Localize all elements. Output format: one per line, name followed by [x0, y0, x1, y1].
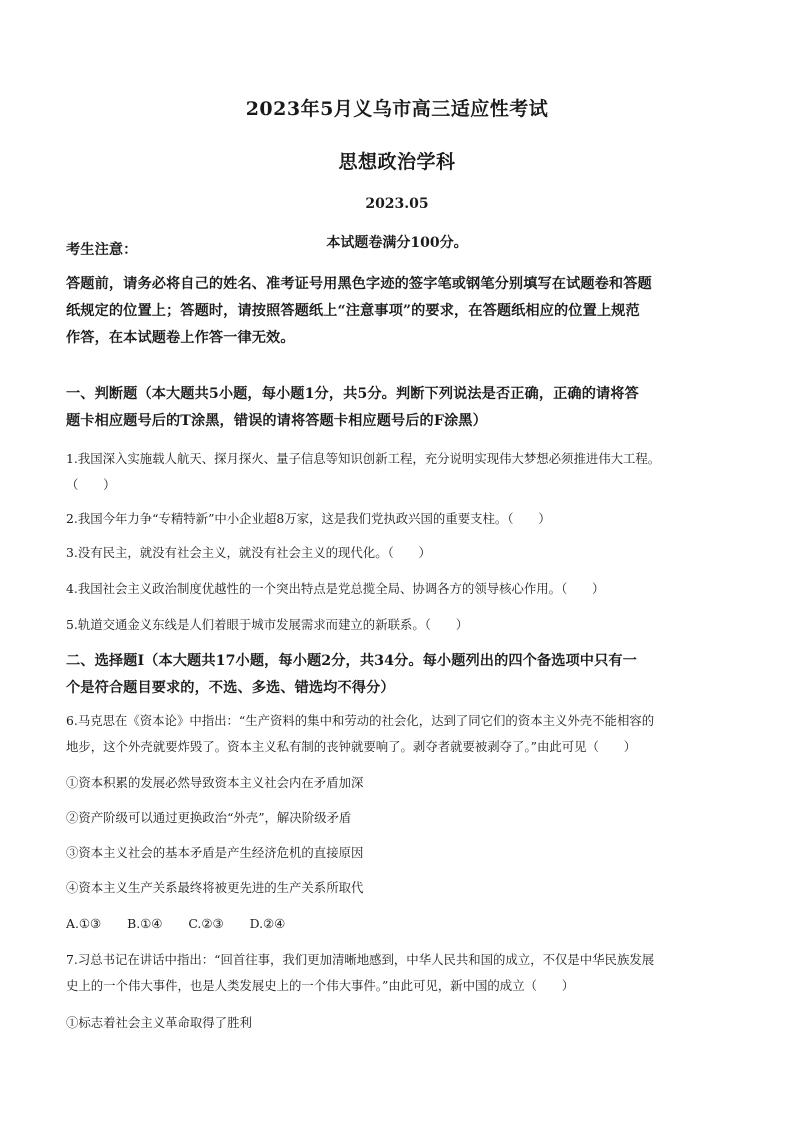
question-1	[66, 446, 736, 498]
statement-item: ②资产阶级可以通过更换政治“外壳”，解决阶级矛盾	[66, 810, 352, 825]
question-7	[66, 947, 736, 999]
question-5	[66, 612, 736, 638]
question-text: 5.轨道交通金义东线是人们着眼于城市发展需求而建立的新联系。（ ）	[66, 617, 469, 632]
question-text: 3.没有民主，就没有社会主义，就没有社会主义的现代化。（ ）	[66, 545, 431, 560]
notice-heading-text: 考生注意：	[66, 242, 138, 258]
question-6-item	[66, 840, 736, 866]
question-text: 6.马克思在《资本论》中指出：“生产资料的集中和劳动的社会化，达到了同它们的资本主义外壳不能相容的	[66, 713, 655, 728]
section-heading-line: 二、选择题Ⅰ（本大题共17小题，每小题2分，共34分。每小题列出的四个备选项中只有一	[66, 653, 637, 669]
question-text: 7.习总书记在讲话中指出：“回首往事，我们更加清晰地感到，中华人民共和国的成立，不仅是中华民族发展	[66, 952, 655, 967]
question-6	[66, 708, 736, 760]
exam-date: 2023.05	[365, 196, 429, 212]
notice-line: 答题前，请务必将自己的姓名、准考证号用黑色字迹的签字笔或钢笔分别填写在试题卷和答题	[66, 276, 652, 292]
question-7-item	[66, 1010, 736, 1036]
option-c: C.②③	[188, 916, 224, 931]
question-text: 4.我国社会主义政治制度优越性的一个突出特点是党总揽全局、协调各方的领导核心作用。（ ）	[66, 581, 605, 596]
question-6-options	[66, 911, 736, 937]
notice-heading	[66, 237, 736, 264]
notice-body	[66, 271, 736, 352]
section2-heading	[66, 648, 736, 702]
notice-line: 作答，在本试题卷上作答一律无效。	[66, 330, 295, 346]
score-note: 本试题卷满分100分。	[326, 235, 468, 251]
question-text: 1.我国深入实施载人航天、探月探火、量子信息等知识创新工程，充分说明实现伟大梦想必须推进伟大工程。	[66, 451, 661, 466]
section-heading-line: 个是符合题目要求的，不选、多选、错选均不得分）	[66, 680, 395, 696]
question-text: 地步，这个外壳就要炸毁了。资本主义私有制的丧钟就要响了。剥夺者就要被剥夺了。”由此可见（ ）	[66, 739, 637, 754]
option-d: D.②④	[249, 916, 286, 931]
statement-item: ①标志着社会主义革命取得了胜利	[66, 1015, 252, 1030]
option-b: B.①④	[127, 916, 163, 931]
question-6-item	[66, 805, 736, 831]
exam-title: 2023年5月义乌市高三适应性考试	[245, 98, 549, 120]
question-6-item	[66, 875, 736, 901]
section-heading-line: 题卡相应题号后的T涂黑，错误的请将答题卡相应题号后的F涂黑）	[66, 413, 487, 429]
notice-line: 纸规定的位置上；答题时，请按照答题纸上“注意事项”的要求，在答题纸相应的位置上规范	[66, 303, 640, 319]
question-3	[66, 540, 736, 566]
question-4	[66, 576, 736, 602]
question-2	[66, 506, 736, 532]
section1-heading	[66, 381, 736, 435]
question-text: 史上的一个伟大事件，也是人类发展史上的一个伟大事件。”由此可见，新中国的成立（ ）	[66, 978, 575, 993]
question-text: 2.我国今年力争“专精特新”中小企业超8万家，这是我们党执政兴国的重要支柱。（ ）	[66, 511, 551, 526]
statement-item: ①资本积累的发展必然导致资本主义社会内在矛盾加深	[66, 775, 364, 790]
statement-item: ④资本主义生产关系最终将被更先进的生产关系所取代	[66, 880, 364, 895]
exam-subject: 思想政治学科	[338, 151, 456, 173]
question-6-item	[66, 770, 736, 796]
section-heading-line: 一、判断题（本大题共5小题，每小题1分，共5分。判断下列说法是否正确，正确的请将答	[66, 386, 639, 402]
answer-bracket: （ ）	[66, 477, 116, 492]
option-a: A.①③	[66, 916, 102, 931]
statement-item: ③资本主义社会的基本矛盾是产生经济危机的直接原因	[66, 845, 364, 860]
